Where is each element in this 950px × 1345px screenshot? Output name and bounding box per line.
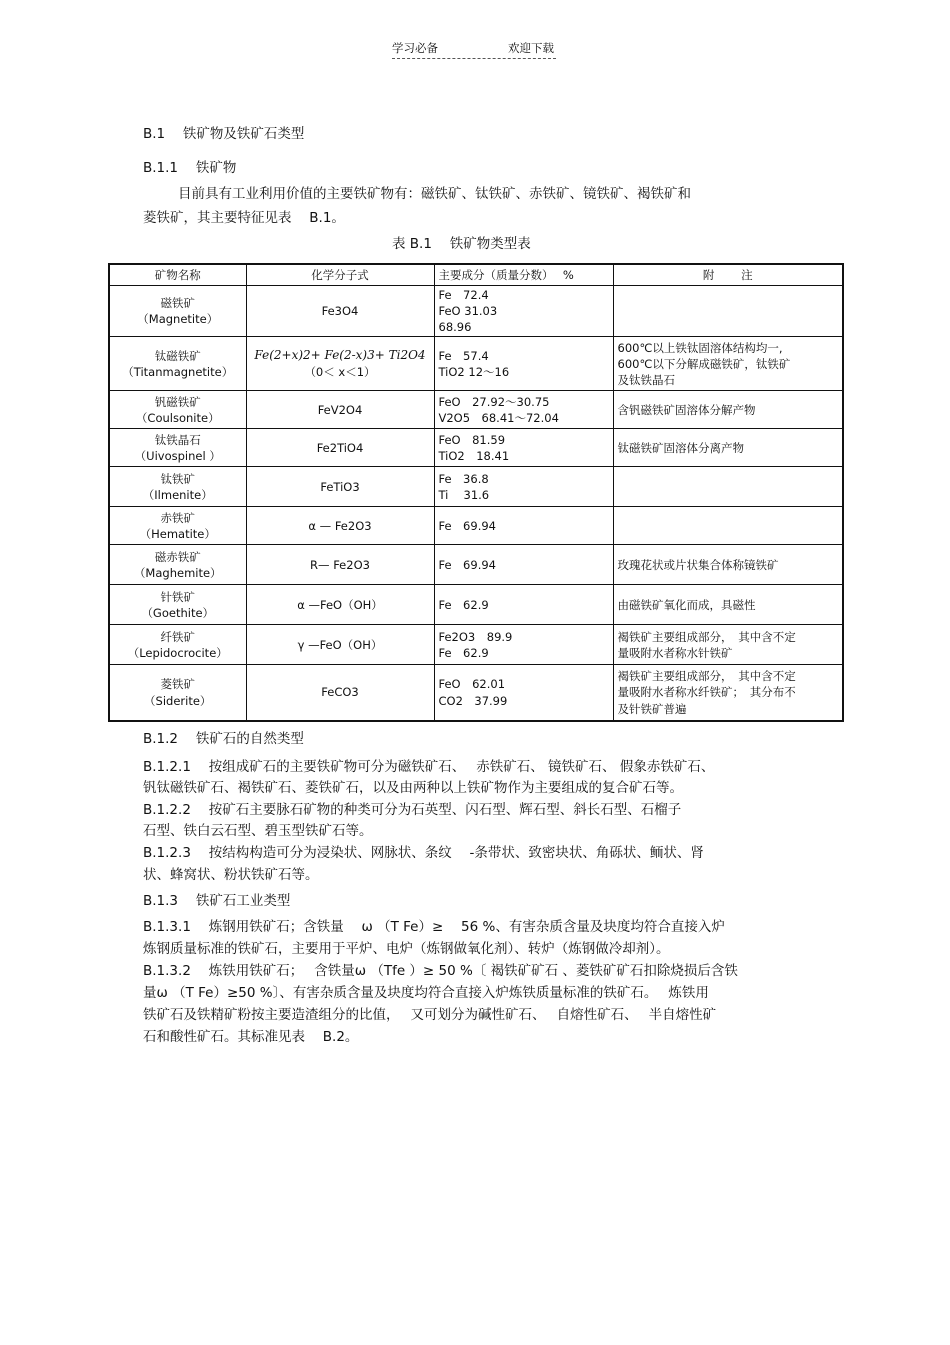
note-cell [613, 429, 843, 467]
column-header: 附 注 [613, 264, 843, 286]
mineral-name: 磁赤铁矿 [154, 549, 201, 564]
composition-line: FeO 27.92～30.75 [438, 394, 550, 409]
paragraph-line: 石型、铁白云石型、碧玉型铁矿石等。 [143, 823, 373, 839]
table-row [109, 337, 843, 391]
composition-cell [434, 467, 613, 507]
composition-line: Fe 57.4 [438, 348, 489, 363]
paragraph-line: 状、蜂窝状、粉状铁矿石等。 [143, 867, 319, 883]
formula-cell [246, 286, 434, 337]
section-b13-heading: B.1.3 铁矿石工业类型 [143, 893, 291, 909]
note-cell [613, 585, 843, 625]
mineral-english-name: （Hematite） [139, 526, 216, 541]
column-header: 主要成分（质量分数） % [434, 264, 613, 286]
mineral-name: 菱铁矿 [160, 677, 195, 692]
mineral-name: 钛磁铁矿 [154, 348, 201, 363]
composition-line: FeO 62.01 [438, 677, 506, 692]
note-line: 及钛铁晶石 [617, 372, 675, 387]
note-line: 褐铁矿主要组成部分， 其中含不定 [617, 669, 796, 684]
paragraph-line: 量ω （T Fe）≥50 %〕、有害杂质含量及块度均符合直接入炉炼铁质量标准的铁矿石。 炼铁用 [143, 985, 709, 1001]
mineral-name-cell [109, 337, 246, 391]
chemical-formula: Fe3O4 [321, 304, 359, 319]
page-header [392, 40, 556, 59]
composition-line: Fe 62.9 [438, 645, 489, 660]
composition-line: Fe 72.4 [438, 288, 489, 302]
composition-line: Fe2O3 89.9 [438, 629, 513, 644]
table-row [109, 507, 843, 545]
composition-cell [434, 429, 613, 467]
paragraph-line: 铁矿石及铁精矿粉按主要造渣组分的比值， 又可划分为碱性矿石、 自熔性矿石、 半自熔性矿 [143, 1007, 717, 1023]
column-header: 矿物名称 [109, 264, 246, 286]
mineral-name: 钒磁铁矿 [154, 394, 201, 409]
table-header-row [109, 264, 843, 286]
paragraph-line: 菱铁矿，其主要特征见表 B.1。 [143, 210, 345, 226]
note-line: 量吸附水者称水针铁矿 [617, 645, 733, 660]
composition-line: Fe 62.9 [438, 597, 489, 612]
chemical-formula: γ —FeO（OH） [297, 637, 383, 652]
table-row [109, 467, 843, 507]
chemical-formula: Fe2TiO4 [316, 440, 364, 455]
note-cell [613, 467, 843, 507]
table-row [109, 625, 843, 665]
note-cell [613, 286, 843, 337]
table-row [109, 665, 843, 721]
mineral-name: 纤铁矿 [160, 629, 195, 644]
section-b1-heading: B.1 铁矿物及铁矿石类型 [143, 126, 305, 142]
table-row [109, 429, 843, 467]
composition-line: Fe 69.94 [438, 518, 496, 533]
chemical-formula: Fe(2+x)2+ Fe(2-x)3+ Ti2O4 [254, 348, 426, 363]
table-caption: 表 B.1 铁矿物类型表 [392, 236, 531, 252]
note-cell [613, 507, 843, 545]
paragraph-line: B.1.3.1 炼钢用铁矿石；含铁量 ω （T Fe）≥ 56 %、有害杂质含量及块度均符合直接入炉 [143, 919, 725, 935]
mineral-name-cell [109, 391, 246, 429]
header-left-text: 学习必备 [392, 41, 438, 55]
mineral-name-cell [109, 625, 246, 665]
composition-line: Fe 36.8 [438, 471, 489, 486]
chemical-formula: FeCO3 [321, 685, 359, 700]
note-line: 600℃以上铁钛固溶体结构均一, [617, 340, 783, 355]
composition-cell [434, 507, 613, 545]
note-line: 褐铁矿主要组成部分， 其中含不定 [617, 629, 796, 644]
table-row [109, 545, 843, 585]
composition-cell [434, 337, 613, 391]
chemical-formula: α — Fe2O3 [308, 518, 372, 533]
formula-condition: （0＜ x＜1） [304, 365, 376, 380]
composition-cell [434, 286, 613, 337]
paragraph-line: B.1.3.2 炼铁用铁矿石； 含铁量ω （Tfe ）≥ 50 %〔 褐铁矿矿石 、菱铁矿矿石扣除烧损后含铁 [143, 963, 738, 979]
note-line: 及针铁矿普遍 [617, 701, 687, 716]
note-line: 由磁铁矿氧化而成，具磁性 [617, 597, 756, 612]
composition-line: TiO2 12～16 [438, 364, 510, 379]
formula-cell [246, 467, 434, 507]
mineral-english-name: （Magnetite） [137, 312, 219, 327]
mineral-name-cell [109, 286, 246, 337]
formula-cell [246, 507, 434, 545]
mineral-name: 钛铁晶石 [154, 432, 201, 447]
chemical-formula: FeTiO3 [320, 479, 360, 494]
mineral-name: 磁铁矿 [160, 296, 195, 311]
note-line: 600℃以下分解成磁铁矿，钛铁矿 [617, 356, 791, 371]
note-line: 钛磁铁矿固溶体分离产物 [617, 440, 744, 455]
composition-line: V2O5 68.41～72.04 [438, 410, 559, 425]
chemical-formula: α —FeO（OH） [297, 597, 383, 612]
formula-cell [246, 665, 434, 721]
mineral-english-name: （Coulsonite） [135, 410, 220, 425]
composition-line: Ti 31.6 [438, 487, 490, 502]
composition-cell [434, 391, 613, 429]
formula-cell [246, 391, 434, 429]
table-row [109, 286, 843, 337]
paragraph-line: 目前具有工业利用价值的主要铁矿物有：磁铁矿、钛铁矿、赤铁矿、镜铁矿、褐铁矿和 [178, 186, 691, 202]
mineral-name: 针铁矿 [160, 589, 195, 604]
mineral-english-name: （Siderite） [144, 693, 212, 708]
table-row [109, 391, 843, 429]
note-cell [613, 391, 843, 429]
paragraph-line: B.1.2.2 按矿石主要脉石矿物的种类可分为石英型、闪石型、辉石型、斜长石型、石榴子 [143, 802, 682, 818]
section-b11-heading: B.1.1 铁矿物 [143, 160, 237, 176]
mineral-english-name: （Ilmenite） [142, 487, 213, 502]
mineral-name: 钛铁矿 [160, 471, 195, 486]
mineral-english-name: （Uivospinel ） [134, 448, 221, 463]
formula-cell [246, 429, 434, 467]
note-line: 含钒磁铁矿固溶体分解产物 [617, 402, 756, 417]
mineral-name-cell [109, 507, 246, 545]
formula-cell [246, 585, 434, 625]
paragraph-line: B.1.2.3 按结构构造可分为浸染状、网脉状、条纹 -条带状、致密块状、角砾状、鲕状、肾 [143, 845, 704, 861]
formula-cell [246, 625, 434, 665]
chemical-formula: FeV2O4 [317, 402, 363, 417]
note-cell [613, 337, 843, 391]
chemical-formula: R— Fe2O3 [310, 557, 370, 572]
mineral-english-name: （Lepidocrocite） [127, 645, 228, 660]
mineral-name-cell [109, 665, 246, 721]
note-cell [613, 545, 843, 585]
composition-cell [434, 545, 613, 585]
column-header: 化学分子式 [246, 264, 434, 286]
paragraph-line: 石和酸性矿石。其标准见表 B.2。 [143, 1029, 359, 1045]
composition-line: FeO 31.03 [438, 304, 498, 319]
composition-cell [434, 665, 613, 721]
composition-cell [434, 585, 613, 625]
formula-cell [246, 545, 434, 585]
note-cell [613, 665, 843, 721]
note-line: 量吸附水者称水纤铁矿； 其分布不 [617, 685, 796, 700]
paragraph-line: 炼钢质量标准的铁矿石，主要用于平炉、电炉（炼钢做氧化剂）、转炉（炼钢做冷却剂）。 [143, 941, 670, 957]
mineral-english-name: （Maghemite） [133, 565, 222, 580]
mineral-name-cell [109, 467, 246, 507]
header-right-text: 欢迎下载 [508, 41, 554, 55]
composition-line: TiO2 18.41 [438, 448, 510, 463]
section-b12-heading: B.1.2 铁矿石的自然类型 [143, 731, 304, 747]
composition-line: Fe 69.94 [438, 557, 496, 572]
paragraph-line: 钒钛磁铁矿石、褐铁矿石、菱铁矿石，以及由两种以上铁矿物作为主要组成的复合矿石等。 [143, 780, 683, 796]
composition-cell [434, 625, 613, 665]
mineral-table [108, 263, 844, 722]
mineral-name-cell [109, 429, 246, 467]
table-row [109, 585, 843, 625]
composition-line: 68.96 [438, 320, 472, 335]
composition-line: FeO 81.59 [438, 432, 506, 447]
paragraph-line: B.1.2.1 按组成矿石的主要铁矿物可分为磁铁矿石、 赤铁矿石、 镜铁矿石、 假象赤铁矿石、 [143, 759, 715, 775]
mineral-english-name: （Titanmagnetite） [122, 364, 234, 379]
note-cell [613, 625, 843, 665]
mineral-english-name: （Goethite） [141, 605, 215, 620]
mineral-name: 赤铁矿 [160, 510, 195, 525]
composition-line: CO2 37.99 [438, 693, 508, 708]
mineral-name-cell [109, 545, 246, 585]
note-line: 玫瑰花状或片状集合体称镜铁矿 [617, 557, 779, 572]
formula-cell [246, 337, 434, 391]
mineral-name-cell [109, 585, 246, 625]
